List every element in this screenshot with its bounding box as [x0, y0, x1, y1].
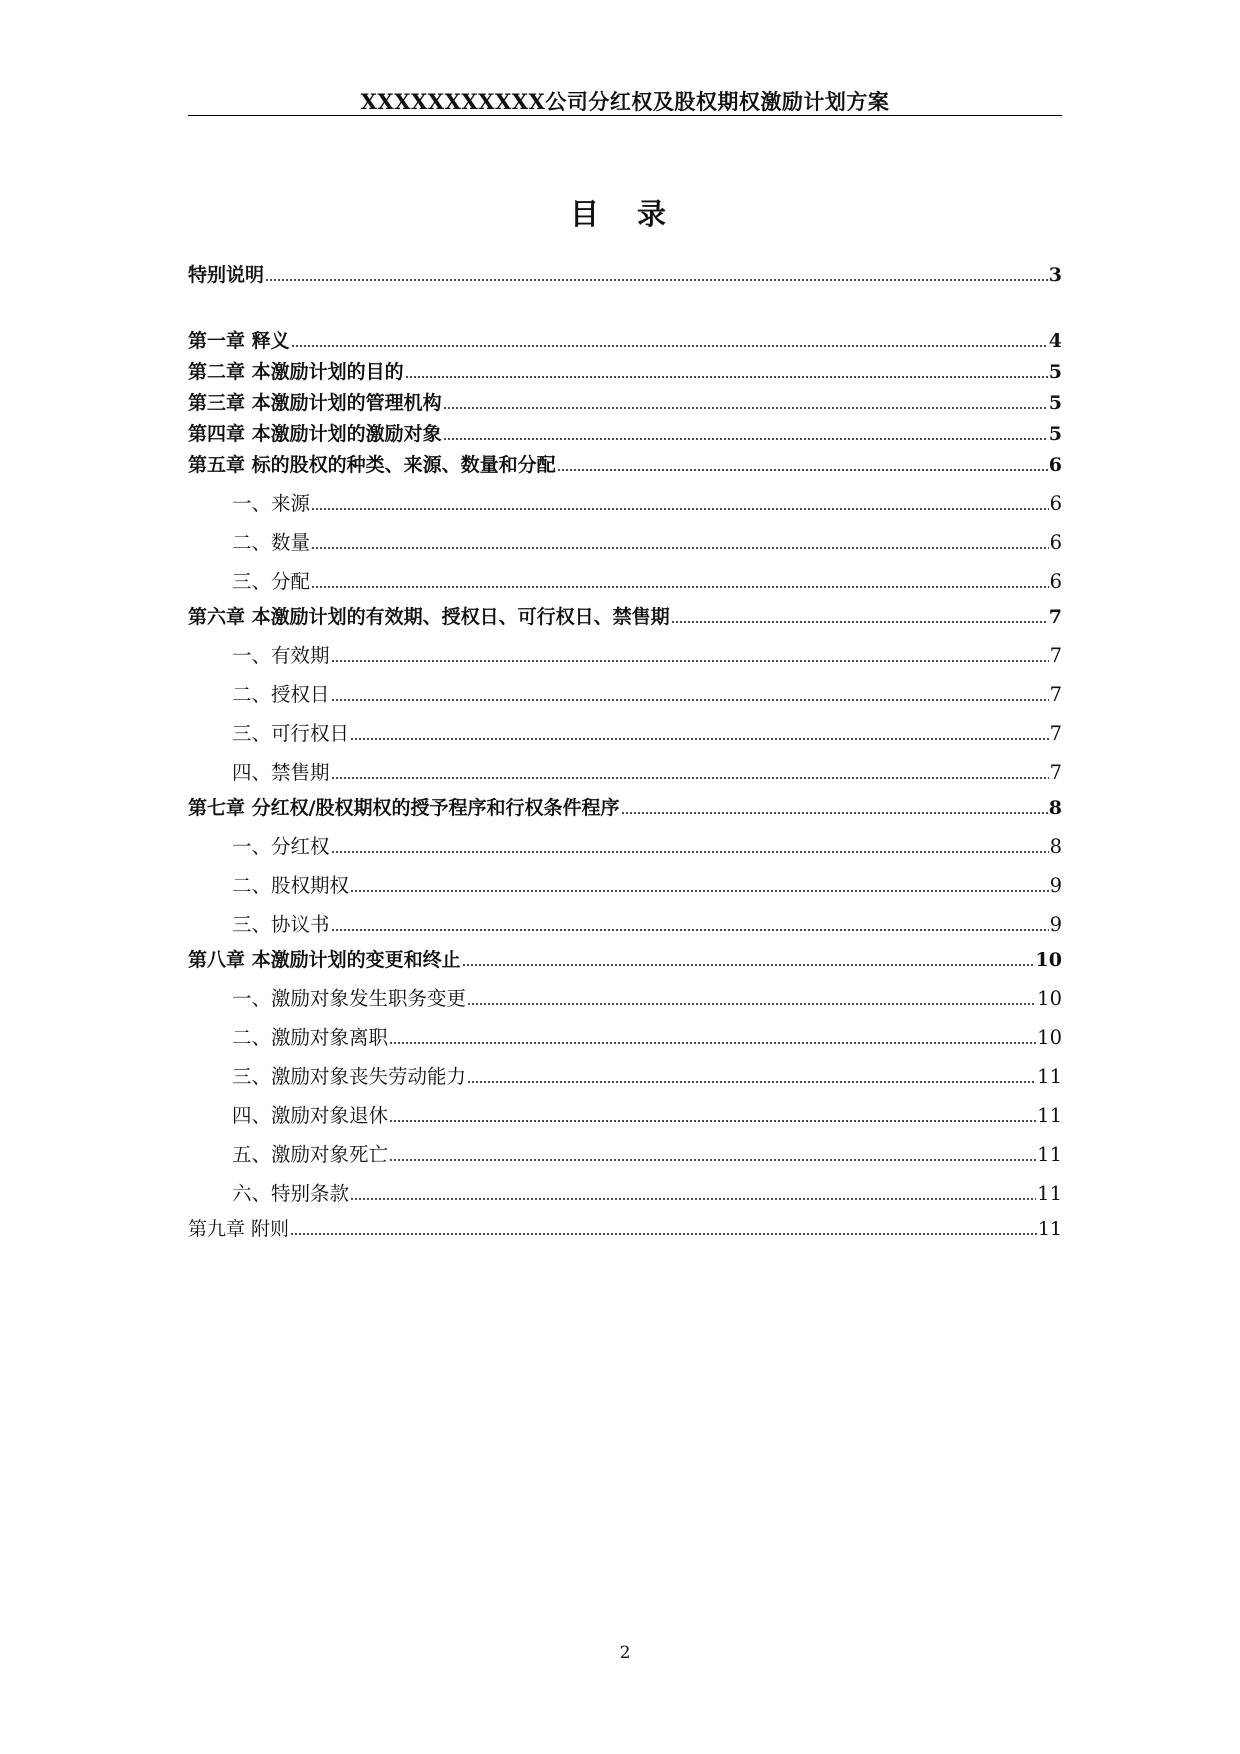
toc-entry-page: 6 — [1049, 531, 1062, 554]
toc-entry[interactable] — [188, 682, 1062, 708]
toc-entry[interactable] — [188, 721, 1062, 747]
toc-entry-title: 三、可行权日 — [232, 722, 350, 745]
toc-entry-title: 第五章 标的股权的种类、来源、数量和分配 — [188, 454, 556, 476]
toc-dot-leader — [467, 1080, 1036, 1084]
toc-entry[interactable] — [188, 834, 1062, 860]
toc-entry[interactable] — [188, 947, 1062, 973]
page-number: 2 — [619, 1643, 631, 1663]
toc-entry[interactable] — [188, 760, 1062, 786]
toc-dot-leader — [350, 1197, 1036, 1201]
toc-entry-page: 7 — [1049, 761, 1062, 784]
toc-entry-title: 四、禁售期 — [232, 761, 330, 784]
toc-entry-title: 二、授权日 — [232, 683, 330, 706]
toc-entry-title: 四、激励对象退休 — [232, 1104, 389, 1127]
toc-entry-title: 第四章 本激励计划的激励对象 — [188, 423, 442, 445]
toc-dot-leader — [467, 1002, 1036, 1006]
toc-title: 目 录 — [569, 197, 681, 231]
toc-entry-title: 第九章 附则 — [188, 1218, 290, 1240]
toc-dot-leader — [331, 659, 1049, 663]
toc-dot-leader — [405, 375, 1048, 379]
toc-entry-page: 3 — [1048, 264, 1062, 286]
toc-entry-page: 9 — [1049, 913, 1062, 936]
toc-entry-title: 五、激励对象死亡 — [232, 1143, 389, 1166]
toc-entry-page: 5 — [1048, 361, 1062, 383]
toc-entry-title: 特别说明 — [188, 264, 265, 286]
toc-entry-page: 10 — [1035, 949, 1062, 971]
toc-entry-title: 第六章 本激励计划的有效期、授权日、可行权日、禁售期 — [188, 606, 670, 628]
toc-entry[interactable] — [188, 491, 1062, 517]
toc-dot-leader — [389, 1119, 1036, 1123]
toc-dot-leader — [389, 1041, 1036, 1045]
toc-entry-title: 第八章 本激励计划的变更和终止 — [188, 949, 461, 971]
toc-entry-page: 7 — [1049, 644, 1062, 667]
toc-dot-leader — [291, 344, 1048, 348]
toc-entry[interactable] — [188, 452, 1062, 478]
table-of-contents — [188, 0, 1062, 1300]
toc-dot-leader — [462, 963, 1035, 967]
toc-entry-title: 三、分配 — [232, 570, 311, 593]
toc-entry-page: 11 — [1037, 1182, 1062, 1205]
toc-dot-leader — [265, 278, 1048, 282]
toc-entry-page: 11 — [1037, 1104, 1062, 1127]
toc-dot-leader — [443, 406, 1048, 410]
toc-entry-page: 7 — [1048, 606, 1062, 628]
toc-entry[interactable] — [188, 262, 1062, 288]
toc-entry[interactable] — [188, 604, 1062, 630]
toc-entry-page: 6 — [1048, 454, 1062, 476]
toc-dot-leader — [331, 698, 1049, 702]
toc-dot-leader — [350, 737, 1049, 741]
toc-entry-title: 一、有效期 — [232, 644, 330, 667]
toc-entry-title: 第二章 本激励计划的目的 — [188, 361, 404, 383]
toc-dot-leader — [331, 850, 1049, 854]
toc-entry-title: 第三章 本激励计划的管理机构 — [188, 392, 442, 414]
toc-entry[interactable] — [188, 328, 1062, 354]
toc-entry-page: 11 — [1037, 1065, 1062, 1088]
toc-entry-page: 9 — [1049, 874, 1062, 897]
toc-dot-leader — [311, 585, 1049, 589]
toc-entry[interactable] — [188, 1064, 1062, 1090]
toc-entry-title: 六、特别条款 — [232, 1182, 350, 1205]
toc-entry-title: 一、激励对象发生职务变更 — [232, 987, 467, 1010]
toc-entry[interactable] — [188, 390, 1062, 416]
toc-dot-leader — [621, 811, 1048, 815]
toc-entry[interactable] — [188, 359, 1062, 385]
toc-dot-leader — [389, 1158, 1036, 1162]
toc-entry[interactable] — [188, 873, 1062, 899]
toc-entry-page: 4 — [1048, 330, 1062, 352]
toc-entry[interactable] — [188, 530, 1062, 556]
toc-entry-page: 10 — [1037, 1026, 1062, 1049]
toc-entry-page: 5 — [1048, 392, 1062, 414]
toc-entry[interactable] — [188, 912, 1062, 938]
toc-entry-title: 第一章 释义 — [188, 330, 290, 352]
toc-entry[interactable] — [188, 1103, 1062, 1129]
toc-entry[interactable] — [188, 795, 1062, 821]
toc-dot-leader — [331, 776, 1049, 780]
toc-dot-leader — [557, 468, 1048, 472]
toc-entry[interactable] — [188, 569, 1062, 595]
toc-dot-leader — [350, 889, 1049, 893]
toc-entry-page: 11 — [1037, 1218, 1062, 1240]
toc-entry[interactable] — [188, 1181, 1062, 1207]
toc-entry-title: 二、数量 — [232, 531, 311, 554]
toc-entry[interactable] — [188, 421, 1062, 447]
toc-entry-page: 6 — [1049, 492, 1062, 515]
toc-entry[interactable] — [188, 643, 1062, 669]
toc-entry[interactable] — [188, 1025, 1062, 1051]
toc-dot-leader — [311, 546, 1049, 550]
toc-dot-leader — [290, 1232, 1037, 1236]
toc-entry-title: 一、来源 — [232, 492, 311, 515]
toc-entry-title: 第七章 分红权/股权期权的授予程序和行权条件程序 — [188, 797, 620, 819]
toc-entry-page: 6 — [1049, 570, 1062, 593]
toc-dot-leader — [671, 620, 1048, 624]
toc-entry[interactable] — [188, 986, 1062, 1012]
toc-entry[interactable] — [188, 1142, 1062, 1168]
toc-entry-title: 三、协议书 — [232, 913, 330, 936]
toc-entry[interactable] — [188, 1216, 1062, 1242]
toc-entry-page: 7 — [1049, 683, 1062, 706]
toc-entry-page: 8 — [1048, 797, 1062, 819]
toc-entry-page: 10 — [1037, 987, 1062, 1010]
toc-dot-leader — [443, 437, 1048, 441]
toc-entry-title: 二、股权期权 — [232, 874, 350, 897]
toc-dot-leader — [331, 928, 1049, 932]
toc-entry-page: 7 — [1049, 722, 1062, 745]
toc-entry-page: 8 — [1049, 835, 1062, 858]
toc-dot-leader — [311, 507, 1049, 511]
page-header-title: XXXXXXXXXXX公司分红权及股权期权激励计划方案 — [360, 89, 890, 114]
toc-entry-title: 三、激励对象丧失劳动能力 — [232, 1065, 467, 1088]
toc-entry-title: 一、分红权 — [232, 835, 330, 858]
toc-entry-title: 二、激励对象离职 — [232, 1026, 389, 1049]
toc-entry-page: 5 — [1048, 423, 1062, 445]
toc-entry-page: 11 — [1037, 1143, 1062, 1166]
